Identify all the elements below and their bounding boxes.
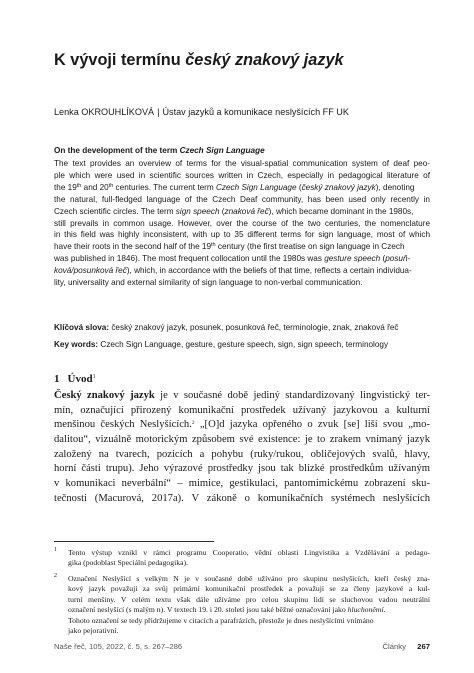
- footnote-1: [54, 548, 430, 569]
- author-separator: |: [157, 107, 160, 117]
- footnote-mark: 1: [54, 547, 57, 553]
- body-line: založený na tvarech, pozicích a pohybu (ruky/rukou, obličejových svalů, hlavy,: [54, 448, 430, 460]
- body-line: mín, označující přirozený komunikační prostředek užívaný jazykovou a kulturní: [54, 404, 430, 416]
- body-line: menšinou českých Neslyšících.$^2$ „[O]d jazyka opřeného o zvuk [se] liší svou „mo-: [54, 419, 430, 431]
- author-name: Lenka OKROUHLÍKOVÁ: [54, 107, 155, 117]
- footnote-line: kový jazyk považují za svůj primární komunikační prostředek a považují se za členy jazykové a kul-: [68, 584, 430, 594]
- footnote-mark: 2: [54, 573, 57, 579]
- abstract-heading: On the development of the term Czech Sign Language: [54, 146, 265, 155]
- abstract-line: Czech scientific circles. The term sign speech (znaková řeč), which became dominant in the 1980s,: [54, 206, 414, 216]
- body-line: dalitou“, vizuálně motorickým způsobem své existence: je to zrakem vnímaný jazyk: [54, 434, 430, 446]
- footnote-line: Označení Neslyšící s velkým N je v současné době užíváno pro skupinu neslyšících, kteří český zna-: [68, 574, 430, 583]
- body-text: [54, 389, 430, 507]
- footnote-ref[interactable]: 1: [92, 374, 96, 380]
- footnote-line: turní menšiny. V celém textu však dále užíváme pro celou skupinu lidí se sluchovou vadou neutrální: [68, 594, 430, 604]
- abstract-line: The text provides an overview of terms for the visual-spatial communication system of deaf peo-: [54, 159, 430, 168]
- footnote-divider: [54, 541, 214, 542]
- author-line: [54, 106, 434, 118]
- body-line: v komunikaci neverbální“ – mimice, gestikulaci, pantomimickému zobrazení sku-: [54, 478, 430, 490]
- keywords-czech: Klíčová slova: český znakový jazyk, posunek, posunková řeč, terminologie, znak, znaková řeč: [54, 323, 399, 332]
- body-line: tečnosti (Macurová, 2017a). V zákoně o komunikačních systémech neslyšících: [54, 492, 430, 504]
- abstract-line: still prevails in common usage. However, over the course of the two centuries, the nomenclature: [54, 218, 430, 228]
- abstract-line: ple which were used in scientific sources written in Czech, especially in pedagogical literature of: [54, 170, 430, 180]
- abstract-line: in this field was highly inconsistent, with up to 35 different terms for sign language, most of which: [54, 230, 430, 240]
- footnote-line: označení neslyšící (s malým n). V textech 19. i 20. století jsou také běžné označování jako hluchoněmí.: [68, 605, 386, 615]
- abstract-body: [54, 158, 430, 289]
- body-line: horní části trupu). Jeho výrazové prostředky jsou tak blízké prostředkům užívaným: [54, 463, 430, 475]
- article-title: K vývoji termínu český znakový jazyk: [54, 51, 344, 69]
- footnote-line: Tohoto označení se tedy přidržujeme v citacích a parafrázích, přestože je dnes neslyšícími vnímáno: [68, 615, 374, 625]
- footnote-line: Tento výstup vznikl v rámci programu Cooperatio, vědní oblasti Lingvistika a Vzdělávání a pedago-: [68, 548, 430, 557]
- abstract-line: the natural, full-fledged language of the Czech Deaf community, has been used only recently in: [54, 194, 430, 204]
- footnote-2: [54, 574, 430, 636]
- abstract-line: ková/posunková řeč), which, in accordance with the beliefs of that time, reflects a certain individua-: [54, 266, 412, 276]
- abstract-line: have their roots in the second half of the 19th century (the first treatise on sign language in Czech: [54, 242, 405, 252]
- abstract-line: was published in 1846). The most frequent collocation until the 1980s was gesture speech (posuň-: [54, 254, 411, 264]
- footnote-line: jako pejorativní.: [68, 625, 119, 635]
- footnote-ref[interactable]: 2: [191, 420, 195, 427]
- abstract-line: the 19th and 20th centuries. The current term Czech Sign Language (český znakový jazyk), denoting: [54, 182, 415, 192]
- footer-section: Články: [382, 642, 406, 651]
- section-heading: 1 Úvod$^1$: [54, 373, 96, 385]
- journal-citation: Naše řeč, 105, 2022, č. 5, s. 267–286: [54, 642, 183, 651]
- keywords-english: Key words: Czech Sign Language, gesture, gesture speech, sign, sign speech, terminology: [54, 340, 389, 349]
- footnote-line: gika (podoblast Speciální pedagogika).: [68, 558, 188, 568]
- author-affiliation: Ústav jazyků a komunikace neslyšících FF UK: [162, 107, 349, 117]
- article-title-italic: český znakový jazyk: [185, 51, 344, 69]
- abstract-line: lity, universality and external similarity of sign language to non-verbal communication.: [54, 278, 363, 288]
- page-number: 267: [417, 642, 430, 651]
- page-footer: [54, 641, 430, 653]
- body-line: Český znakový jazyk je v současné době jediný standardizovaný lingvistický ter-: [54, 390, 430, 401]
